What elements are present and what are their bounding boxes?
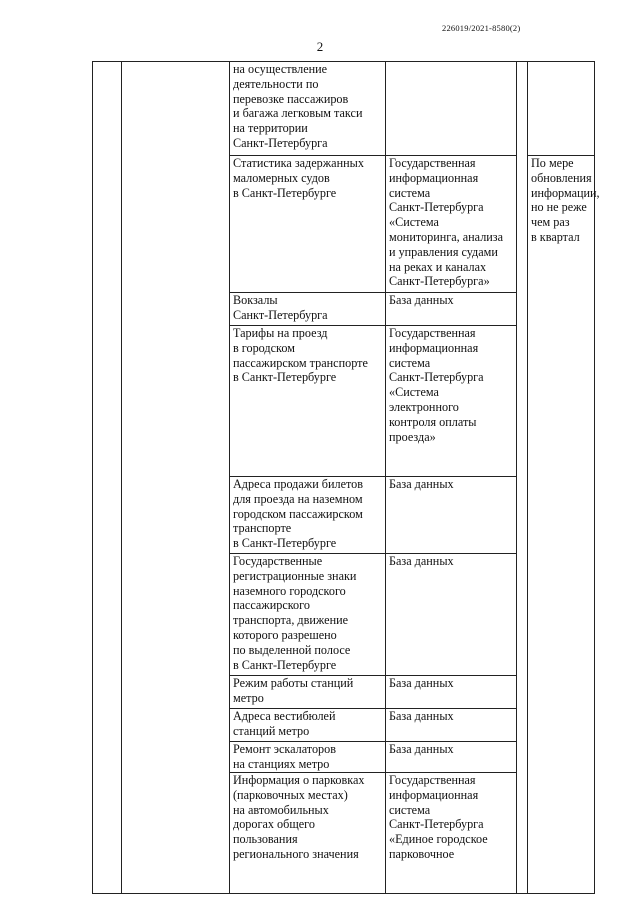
data-source-cell: Государственная информационная система Санкт-Петербурга «Система электронного контроля оплаты проезда» [386,326,517,477]
update-period-cell: По мере обновления информации, но не реже чем раз в квартал [528,156,595,894]
dataset-name-cell: Адреса вестибюлей станций метро [230,709,386,742]
data-source-cell: База данных [386,554,517,676]
dataset-name-cell: Вокзалы Санкт-Петербурга [230,293,386,326]
data-source-cell [386,62,517,156]
dataset-name-cell: на осуществление деятельности по перевозке пассажиров и багажа легковым такси на территории Санкт-Петербурга [230,62,386,156]
document-id: 226019/2021-8580(2) [442,23,521,33]
data-source-cell: База данных [386,676,517,709]
dataset-name-cell: Режим работы станций метро [230,676,386,709]
data-source-cell: База данных [386,709,517,742]
empty-cell [93,62,122,894]
dataset-name-cell: Статистика задержанных маломерных судов в Санкт-Петербурге [230,156,386,293]
data-source-cell: База данных [386,742,517,773]
data-table [92,61,600,894]
data-source-cell: База данных [386,477,517,554]
dataset-name-cell: Государственные регистрационные знаки наземного городского пассажирского транспорта, движение которого разрешено по выделенной полосе в Санкт-Петербурге [230,554,386,676]
dataset-name-cell: Ремонт эскалаторов на станциях метро [230,742,386,773]
dataset-name-cell: Адреса продажи билетов для проезда на наземном городском пассажирском транспорте в Санкт-Петербурге [230,477,386,554]
table-row [93,62,595,156]
update-period-cell [528,62,595,156]
page-number: 2 [316,39,324,54]
dataset-name-cell: Тарифы на проезд в городском пассажирском транспорте в Санкт-Петербурге [230,326,386,477]
empty-cell [122,62,230,894]
dataset-name-cell: Информация о парковках (парковочных местах) на автомобильных дорогах общего пользования регионального значения [230,773,386,894]
data-source-cell: База данных [386,293,517,326]
empty-cell [517,62,528,894]
data-source-cell: Государственная информационная система Санкт-Петербурга «Система мониторинга, анализа и управления судами на реках и каналах Санкт-Петербурга» [386,156,517,293]
data-source-cell: Государственная информационная система Санкт-Петербурга «Единое городское парковочное [386,773,517,894]
